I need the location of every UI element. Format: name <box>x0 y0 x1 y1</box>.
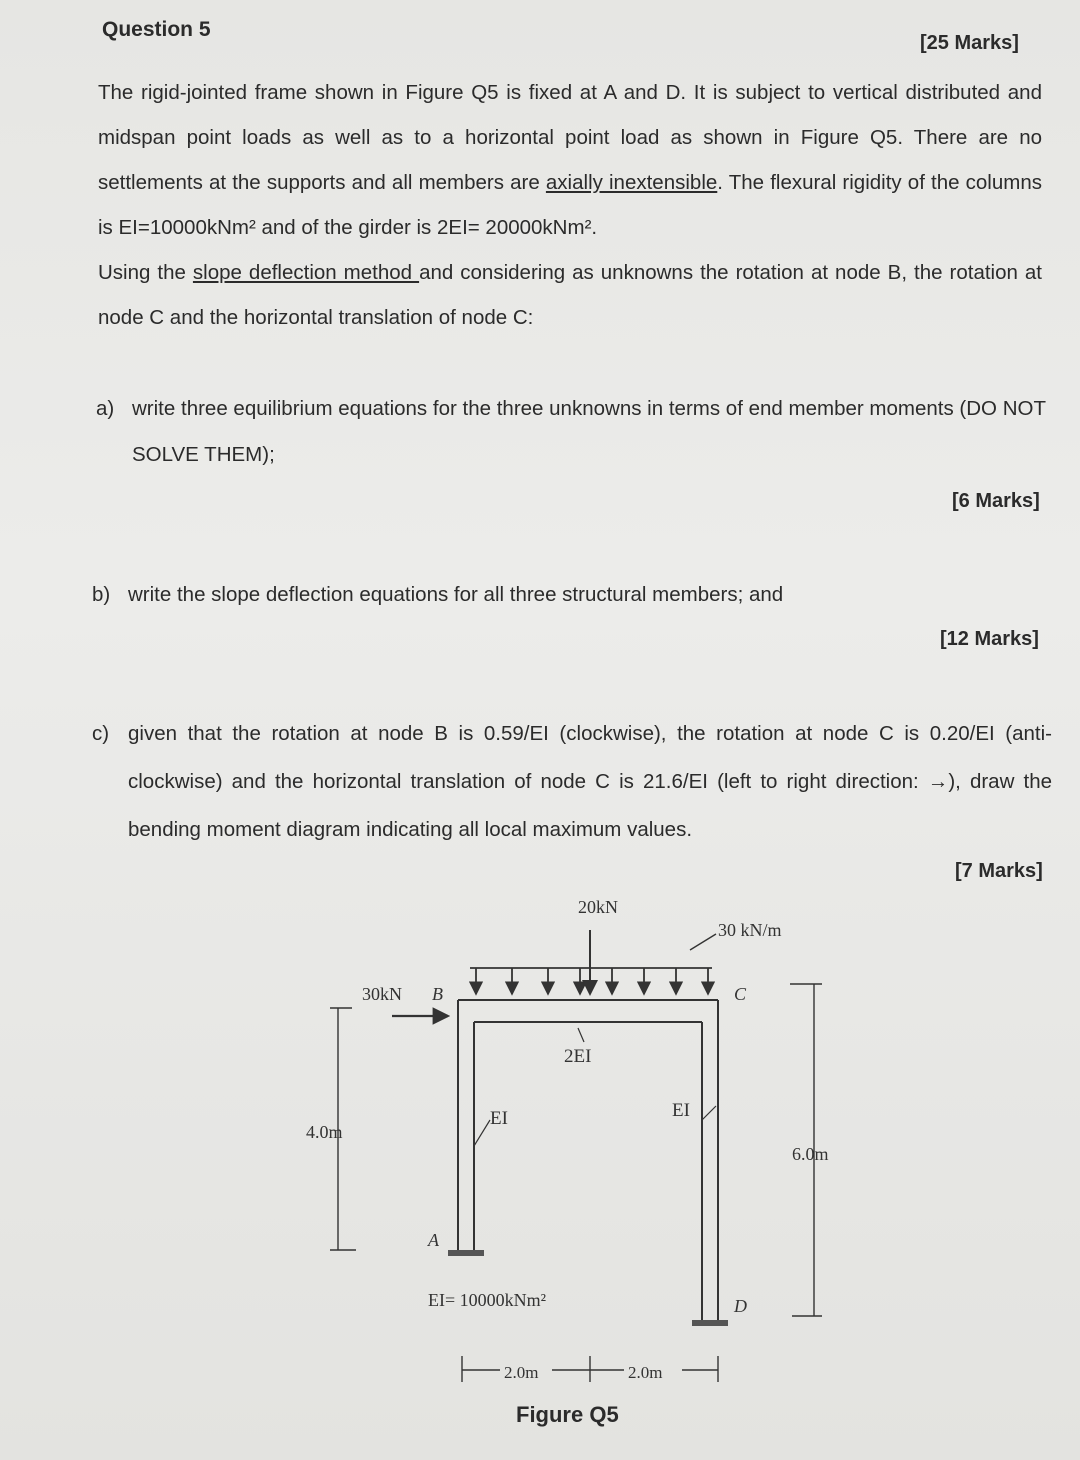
intro-text-3b: and considering as unknowns the rotation at node B, the rotation at node C and the horizontal translation of node C: <box>98 261 1043 329</box>
part-b-marks: [12 Marks] <box>940 628 1039 650</box>
part-b-text: write the slope deflection equations for all three structural members; and <box>128 583 784 606</box>
right-height-label: 6.0m <box>792 1144 829 1164</box>
node-c-label: C <box>734 984 747 1004</box>
udl-label: 30 kN/m <box>718 920 782 940</box>
right-column-stiffness-label: EI <box>672 1100 690 1121</box>
girder <box>458 1000 718 1022</box>
left-column <box>458 1000 474 1250</box>
girder-stiffness-label: 2EI <box>564 1046 592 1067</box>
node-d-label: D <box>734 1296 747 1316</box>
span-right-label: 2.0m <box>628 1363 663 1382</box>
left-height-label: 4.0m <box>306 1122 343 1142</box>
part-c-marks: [7 Marks] <box>955 860 1043 882</box>
question-title: Question 5 <box>102 18 211 41</box>
point-load-label: 20kN <box>578 897 618 917</box>
intro-underlined-method: slope deflection method <box>192 261 420 284</box>
part-c-label: c) <box>92 722 110 745</box>
figure-caption: Figure Q5 <box>516 1402 619 1427</box>
node-a-label: A <box>428 1230 439 1250</box>
node-b-label: B <box>432 984 443 1004</box>
udl-leader <box>690 934 716 950</box>
support-d-icon <box>692 1320 728 1326</box>
part-a-marks: [6 Marks] <box>952 490 1040 512</box>
horizontal-load-label: 30kN <box>362 984 402 1004</box>
intro-underlined-axially: axially inextensible <box>545 171 718 194</box>
part-a-text: write three equilibrium equations for the three unknowns in terms of end member moments (DO NOT SOLVE THEM); <box>132 397 1046 466</box>
ei-value-label: EI= 10000kNm² <box>428 1290 547 1310</box>
support-a-icon <box>448 1250 484 1256</box>
intro-text-1: The rigid-jointed frame shown in Figure Q5 is fixed at A and D. It is subject to vertical distributed and midspan point loads as well as to a horizontal point load as shown in Figure Q5. There are no settlements at the supports and all members are <box>98 81 1042 194</box>
left-column-stiffness-label: EI <box>490 1108 508 1129</box>
intro-text-3a: Using the <box>98 261 193 284</box>
span-left-label: 2.0m <box>504 1363 539 1382</box>
right-column <box>702 1000 718 1320</box>
part-c-text: given that the rotation at node B is 0.59/EI (clockwise), the rotation at node C is 0.20/EI (anti-clockwise) and the horizontal translation of node C is 21.6/EI (left to right direction: →), draw the bending moment diagram indicating all local maximum values. <box>128 722 1052 841</box>
intro-text-2: . The flexural rigidity of the columns is EI=10000kNm² and of the girder is 2EI= 20000kNm². <box>98 171 1042 239</box>
part-b-label: b) <box>92 583 111 606</box>
span-dimension <box>462 1356 718 1382</box>
total-marks: [25 Marks] <box>920 32 1019 54</box>
part-a-label: a) <box>96 397 115 420</box>
